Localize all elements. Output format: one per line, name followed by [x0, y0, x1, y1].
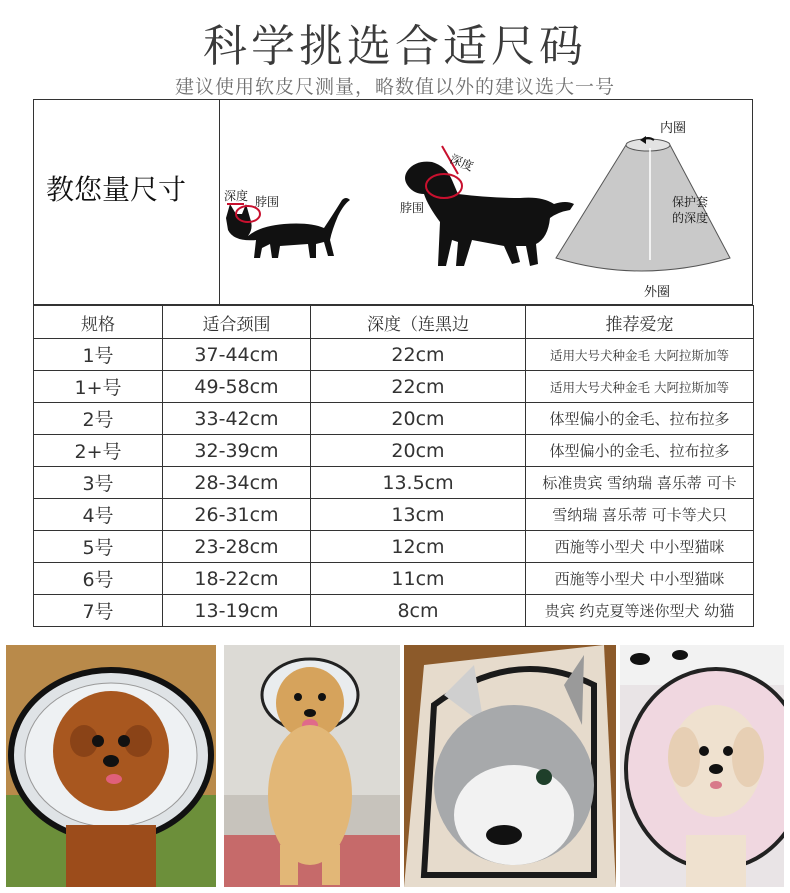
header-pet: 推荐爱宠: [526, 306, 754, 339]
neck-cell: 49-58cm: [163, 371, 311, 403]
size-cell: 2+号: [34, 435, 163, 467]
neck-cell: 28-34cm: [163, 467, 311, 499]
photo-husky-plush: [404, 645, 616, 887]
table-row: [34, 435, 754, 467]
depth-cell: 8cm: [311, 595, 526, 627]
pet-cell: 西施等小型犬 中小型猫咪: [526, 563, 754, 595]
cat-neck-label: 脖围: [255, 195, 280, 209]
table-row: [34, 403, 754, 435]
neck-cell: 26-31cm: [163, 499, 311, 531]
depth-cell: 11cm: [311, 563, 526, 595]
pet-cell: 雪纳瑞 喜乐蒂 可卡等犬只: [526, 499, 754, 531]
pet-cell: 适用大号犬种金毛 大阿拉斯加等: [526, 339, 754, 371]
pet-cell: 适用大号犬种金毛 大阿拉斯加等: [526, 371, 754, 403]
pet-cell: 体型偏小的金毛、拉布拉多: [526, 435, 754, 467]
dog-depth-label: 深度: [447, 151, 476, 174]
neck-cell: 32-39cm: [163, 435, 311, 467]
page-subtitle: 建议使用软皮尺测量，略数值以外的建议选大一号: [174, 76, 615, 98]
table-row: [34, 595, 754, 627]
photo-white-poodle: [620, 645, 784, 887]
neck-cell: 37-44cm: [163, 339, 311, 371]
size-cell: 1号: [34, 339, 163, 371]
depth-cell: 22cm: [311, 339, 526, 371]
pet-cell: 体型偏小的金毛、拉布拉多: [526, 403, 754, 435]
table-header-row: [34, 306, 754, 339]
measure-guide-panel: [33, 99, 753, 305]
depth-cell: 13cm: [311, 499, 526, 531]
table-row: [34, 499, 754, 531]
cone-depth-label-1: 保护套: [672, 195, 709, 209]
depth-cell: 13.5cm: [311, 467, 526, 499]
table-row: [34, 371, 754, 403]
pet-cell: 贵宾 约克夏等迷你型犬 幼猫: [526, 595, 754, 627]
product-photo-strip: [6, 645, 784, 887]
size-cell: 5号: [34, 531, 163, 563]
size-cell: 4号: [34, 499, 163, 531]
neck-cell: 23-28cm: [163, 531, 311, 563]
table-row: [34, 531, 754, 563]
page-title: 科学挑选合适尺码: [203, 21, 587, 72]
size-cell: 7号: [34, 595, 163, 627]
header-depth: 深度（连黑边: [311, 306, 526, 339]
table-row: [34, 467, 754, 499]
size-cell: 2号: [34, 403, 163, 435]
cone-outer-label: 外圈: [644, 284, 671, 299]
neck-cell: 13-19cm: [163, 595, 311, 627]
photo-poodle: [6, 645, 216, 887]
depth-cell: 20cm: [311, 435, 526, 467]
depth-cell: 22cm: [311, 371, 526, 403]
size-table: [33, 305, 754, 627]
dog-neck-label: 脖围: [400, 201, 425, 215]
table-row: [34, 339, 754, 371]
photo-golden-retriever: [224, 645, 400, 887]
header-neck: 适合颈围: [163, 306, 311, 339]
cone-inner-label: 内圈: [660, 120, 687, 135]
cat-depth-label: 深度: [224, 189, 249, 203]
neck-cell: 33-42cm: [163, 403, 311, 435]
pet-cell: 标准贵宾 雪纳瑞 喜乐蒂 可卡: [526, 467, 754, 499]
guide-heading: 教您量尺寸: [46, 173, 187, 206]
table-row: [34, 563, 754, 595]
neck-cell: 18-22cm: [163, 563, 311, 595]
pet-cell: 西施等小型犬 中小型猫咪: [526, 531, 754, 563]
size-cell: 6号: [34, 563, 163, 595]
cone-depth-label-2: 的深度: [672, 211, 709, 225]
size-cell: 1+号: [34, 371, 163, 403]
depth-cell: 12cm: [311, 531, 526, 563]
depth-cell: 20cm: [311, 403, 526, 435]
measure-illustration: [220, 100, 752, 304]
size-cell: 3号: [34, 467, 163, 499]
header-size: 规格: [34, 306, 163, 339]
